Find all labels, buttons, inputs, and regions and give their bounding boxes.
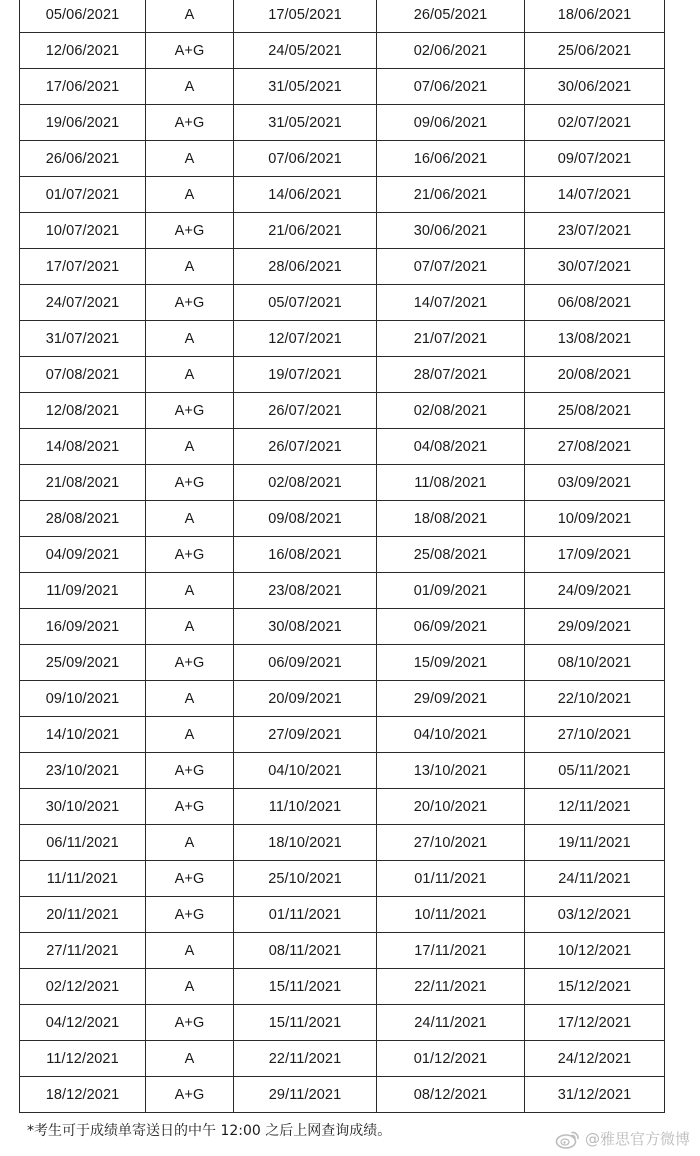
- cell-result-date: 24/09/2021: [525, 573, 665, 609]
- cell-module: A+G: [146, 897, 234, 933]
- cell-cell-4: 01/09/2021: [377, 573, 525, 609]
- cell-registration-deadline: 31/05/2021: [234, 105, 377, 141]
- table-row: [20, 357, 665, 393]
- cell-registration-deadline: 01/11/2021: [234, 897, 377, 933]
- table-row: [20, 897, 665, 933]
- cell-cell-4: 13/10/2021: [377, 753, 525, 789]
- table-row: [20, 573, 665, 609]
- cell-result-date: 17/12/2021: [525, 1005, 665, 1041]
- cell-registration-deadline: 24/05/2021: [234, 33, 377, 69]
- table-row: [20, 681, 665, 717]
- cell-test-date: 12/08/2021: [20, 393, 146, 429]
- cell-module: A+G: [146, 285, 234, 321]
- cell-result-date: 03/12/2021: [525, 897, 665, 933]
- cell-result-date: 05/11/2021: [525, 753, 665, 789]
- cell-result-date: 20/08/2021: [525, 357, 665, 393]
- table-row: [20, 321, 665, 357]
- cell-module: A+G: [146, 789, 234, 825]
- cell-result-date: 19/11/2021: [525, 825, 665, 861]
- cell-module: A+G: [146, 213, 234, 249]
- table-row: [20, 177, 665, 213]
- cell-test-date: 25/09/2021: [20, 645, 146, 681]
- table-row: [20, 861, 665, 897]
- cell-test-date: 10/07/2021: [20, 213, 146, 249]
- cell-registration-deadline: 14/06/2021: [234, 177, 377, 213]
- table-row: [20, 789, 665, 825]
- cell-module: A: [146, 141, 234, 177]
- cell-registration-deadline: 28/06/2021: [234, 249, 377, 285]
- cell-result-date: 24/12/2021: [525, 1041, 665, 1077]
- cell-registration-deadline: 09/08/2021: [234, 501, 377, 537]
- cell-module: A: [146, 249, 234, 285]
- cell-cell-4: 21/06/2021: [377, 177, 525, 213]
- cell-cell-4: 16/06/2021: [377, 141, 525, 177]
- cell-cell-4: 11/08/2021: [377, 465, 525, 501]
- cell-test-date: 17/07/2021: [20, 249, 146, 285]
- cell-module: A: [146, 69, 234, 105]
- table-row: [20, 69, 665, 105]
- cell-registration-deadline: 15/11/2021: [234, 1005, 377, 1041]
- cell-cell-4: 20/10/2021: [377, 789, 525, 825]
- cell-registration-deadline: 16/08/2021: [234, 537, 377, 573]
- cell-registration-deadline: 26/07/2021: [234, 429, 377, 465]
- table-row: [20, 501, 665, 537]
- cell-module: A+G: [146, 861, 234, 897]
- cell-registration-deadline: 23/08/2021: [234, 573, 377, 609]
- cell-result-date: 15/12/2021: [525, 969, 665, 1005]
- cell-module: A+G: [146, 465, 234, 501]
- cell-test-date: 05/06/2021: [20, 0, 146, 33]
- cell-test-date: 24/07/2021: [20, 285, 146, 321]
- cell-registration-deadline: 18/10/2021: [234, 825, 377, 861]
- footnote: *考生可于成绩单寄送日的中午 12:00 之后上网查询成绩。: [27, 1123, 392, 1139]
- cell-cell-4: 01/11/2021: [377, 861, 525, 897]
- cell-result-date: 17/09/2021: [525, 537, 665, 573]
- cell-registration-deadline: 08/11/2021: [234, 933, 377, 969]
- cell-module: A: [146, 717, 234, 753]
- cell-registration-deadline: 02/08/2021: [234, 465, 377, 501]
- table-row: [20, 465, 665, 501]
- cell-cell-4: 21/07/2021: [377, 321, 525, 357]
- table-row: [20, 105, 665, 141]
- cell-test-date: 04/09/2021: [20, 537, 146, 573]
- table-row: [20, 609, 665, 645]
- cell-test-date: 11/12/2021: [20, 1041, 146, 1077]
- cell-registration-deadline: 27/09/2021: [234, 717, 377, 753]
- cell-module: A: [146, 1041, 234, 1077]
- cell-result-date: 02/07/2021: [525, 105, 665, 141]
- cell-result-date: 30/06/2021: [525, 69, 665, 105]
- cell-module: A: [146, 825, 234, 861]
- cell-registration-deadline: 15/11/2021: [234, 969, 377, 1005]
- table-row: [20, 717, 665, 753]
- cell-cell-4: 02/08/2021: [377, 393, 525, 429]
- table-row: [20, 969, 665, 1005]
- cell-test-date: 17/06/2021: [20, 69, 146, 105]
- cell-result-date: 27/08/2021: [525, 429, 665, 465]
- cell-module: A+G: [146, 645, 234, 681]
- cell-test-date: 11/11/2021: [20, 861, 146, 897]
- cell-registration-deadline: 05/07/2021: [234, 285, 377, 321]
- cell-module: A: [146, 969, 234, 1005]
- cell-test-date: 07/08/2021: [20, 357, 146, 393]
- cell-cell-4: 07/06/2021: [377, 69, 525, 105]
- table-row: [20, 1041, 665, 1077]
- cell-module: A+G: [146, 753, 234, 789]
- cell-module: A: [146, 321, 234, 357]
- table-row: [20, 429, 665, 465]
- cell-cell-4: 04/10/2021: [377, 717, 525, 753]
- cell-registration-deadline: 30/08/2021: [234, 609, 377, 645]
- cell-test-date: 18/12/2021: [20, 1077, 146, 1113]
- cell-result-date: 31/12/2021: [525, 1077, 665, 1113]
- cell-registration-deadline: 07/06/2021: [234, 141, 377, 177]
- cell-result-date: 30/07/2021: [525, 249, 665, 285]
- cell-test-date: 16/09/2021: [20, 609, 146, 645]
- cell-registration-deadline: 26/07/2021: [234, 393, 377, 429]
- cell-result-date: 12/11/2021: [525, 789, 665, 825]
- cell-cell-4: 22/11/2021: [377, 969, 525, 1005]
- cell-result-date: 22/10/2021: [525, 681, 665, 717]
- table-row: [20, 141, 665, 177]
- cell-module: A: [146, 609, 234, 645]
- cell-module: A+G: [146, 393, 234, 429]
- table-row: [20, 537, 665, 573]
- cell-test-date: 02/12/2021: [20, 969, 146, 1005]
- cell-test-date: 11/09/2021: [20, 573, 146, 609]
- cell-registration-deadline: 12/07/2021: [234, 321, 377, 357]
- schedule-table-body: [20, 0, 665, 1113]
- watermark-text: @雅思官方微博: [584, 1130, 690, 1148]
- cell-test-date: 06/11/2021: [20, 825, 146, 861]
- cell-cell-4: 14/07/2021: [377, 285, 525, 321]
- cell-result-date: 24/11/2021: [525, 861, 665, 897]
- cell-cell-4: 30/06/2021: [377, 213, 525, 249]
- table-row: [20, 285, 665, 321]
- weibo-icon: [555, 1129, 581, 1149]
- cell-test-date: 09/10/2021: [20, 681, 146, 717]
- cell-cell-4: 26/05/2021: [377, 0, 525, 33]
- cell-test-date: 19/06/2021: [20, 105, 146, 141]
- cell-cell-4: 08/12/2021: [377, 1077, 525, 1113]
- cell-result-date: 27/10/2021: [525, 717, 665, 753]
- cell-test-date: 31/07/2021: [20, 321, 146, 357]
- cell-test-date: 30/10/2021: [20, 789, 146, 825]
- cell-module: A+G: [146, 537, 234, 573]
- cell-test-date: 23/10/2021: [20, 753, 146, 789]
- cell-result-date: 13/08/2021: [525, 321, 665, 357]
- table-row: [20, 1005, 665, 1041]
- table-row: [20, 393, 665, 429]
- table-row: [20, 825, 665, 861]
- table-row: [20, 33, 665, 69]
- cell-module: A: [146, 357, 234, 393]
- table-row: [20, 645, 665, 681]
- cell-module: A: [146, 0, 234, 33]
- cell-cell-4: 04/08/2021: [377, 429, 525, 465]
- table-row: [20, 0, 665, 33]
- cell-test-date: 12/06/2021: [20, 33, 146, 69]
- cell-test-date: 01/07/2021: [20, 177, 146, 213]
- cell-registration-deadline: 22/11/2021: [234, 1041, 377, 1077]
- cell-result-date: 03/09/2021: [525, 465, 665, 501]
- cell-result-date: 14/07/2021: [525, 177, 665, 213]
- cell-module: A: [146, 501, 234, 537]
- cell-cell-4: 02/06/2021: [377, 33, 525, 69]
- cell-module: A+G: [146, 1077, 234, 1113]
- cell-test-date: 14/10/2021: [20, 717, 146, 753]
- table-row: [20, 753, 665, 789]
- cell-registration-deadline: 20/09/2021: [234, 681, 377, 717]
- cell-test-date: 28/08/2021: [20, 501, 146, 537]
- cell-test-date: 04/12/2021: [20, 1005, 146, 1041]
- cell-result-date: 25/06/2021: [525, 33, 665, 69]
- table-row: [20, 933, 665, 969]
- cell-cell-4: 15/09/2021: [377, 645, 525, 681]
- cell-result-date: 06/08/2021: [525, 285, 665, 321]
- cell-test-date: 26/06/2021: [20, 141, 146, 177]
- cell-cell-4: 29/09/2021: [377, 681, 525, 717]
- cell-result-date: 10/12/2021: [525, 933, 665, 969]
- cell-module: A+G: [146, 1005, 234, 1041]
- cell-test-date: 21/08/2021: [20, 465, 146, 501]
- cell-module: A+G: [146, 33, 234, 69]
- cell-registration-deadline: 29/11/2021: [234, 1077, 377, 1113]
- cell-module: A: [146, 933, 234, 969]
- table-row: [20, 1077, 665, 1113]
- cell-cell-4: 27/10/2021: [377, 825, 525, 861]
- cell-registration-deadline: 11/10/2021: [234, 789, 377, 825]
- table-row: [20, 249, 665, 285]
- cell-registration-deadline: 06/09/2021: [234, 645, 377, 681]
- cell-cell-4: 25/08/2021: [377, 537, 525, 573]
- cell-cell-4: 01/12/2021: [377, 1041, 525, 1077]
- cell-test-date: 27/11/2021: [20, 933, 146, 969]
- cell-result-date: 10/09/2021: [525, 501, 665, 537]
- cell-cell-4: 06/09/2021: [377, 609, 525, 645]
- cell-cell-4: 17/11/2021: [377, 933, 525, 969]
- cell-module: A: [146, 177, 234, 213]
- cell-registration-deadline: 17/05/2021: [234, 0, 377, 33]
- cell-result-date: 25/08/2021: [525, 393, 665, 429]
- cell-test-date: 20/11/2021: [20, 897, 146, 933]
- cell-result-date: 18/06/2021: [525, 0, 665, 33]
- cell-cell-4: 28/07/2021: [377, 357, 525, 393]
- exam-schedule-table: [19, 0, 665, 1113]
- cell-registration-deadline: 19/07/2021: [234, 357, 377, 393]
- cell-result-date: 09/07/2021: [525, 141, 665, 177]
- cell-registration-deadline: 04/10/2021: [234, 753, 377, 789]
- cell-cell-4: 18/08/2021: [377, 501, 525, 537]
- weibo-watermark: [555, 1128, 690, 1149]
- cell-cell-4: 07/07/2021: [377, 249, 525, 285]
- cell-module: A: [146, 573, 234, 609]
- cell-cell-4: 24/11/2021: [377, 1005, 525, 1041]
- cell-cell-4: 09/06/2021: [377, 105, 525, 141]
- cell-registration-deadline: 31/05/2021: [234, 69, 377, 105]
- cell-module: A: [146, 681, 234, 717]
- cell-registration-deadline: 25/10/2021: [234, 861, 377, 897]
- cell-registration-deadline: 21/06/2021: [234, 213, 377, 249]
- cell-result-date: 08/10/2021: [525, 645, 665, 681]
- cell-result-date: 23/07/2021: [525, 213, 665, 249]
- table-row: [20, 213, 665, 249]
- cell-module: A+G: [146, 105, 234, 141]
- cell-cell-4: 10/11/2021: [377, 897, 525, 933]
- cell-module: A: [146, 429, 234, 465]
- cell-test-date: 14/08/2021: [20, 429, 146, 465]
- cell-result-date: 29/09/2021: [525, 609, 665, 645]
